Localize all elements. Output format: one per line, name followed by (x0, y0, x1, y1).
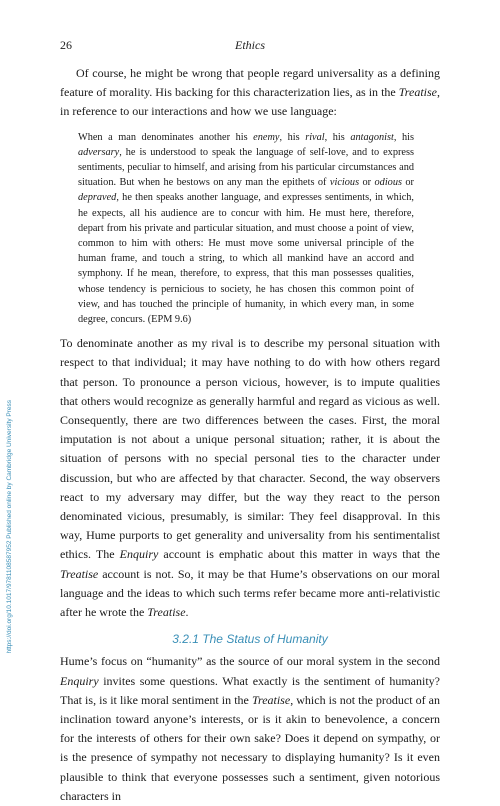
italic-term: odious (374, 177, 402, 189)
text-run: , his (324, 131, 351, 143)
text-run: or (359, 177, 375, 189)
text-run: Hume’s focus on “humanity” as the source of our moral system in the second (60, 654, 440, 669)
text-run: To denominate another as my rival is to describe my personal situation with respect to that individual; it may have nothing to do with how others regard that person. To pronounce a person vicious, however, is to impute qualities that others would recognize as generally harmful and regard as vicious as well. Consequently, there are two differences between the cases. First, the moral imputation is not about a unique personal situation; rather, it is about the situation of persons with no special personal ties to the character under discussion, but who are affected by that character. Second, the way observers react to my adversary may differ, but the way they react to the person denominated vicious, presumably, is similar: They feel disapproval. In this way, Hume purports to get generality and universality from his sentimentalist ethics. The (60, 336, 440, 562)
italic-term: depraved (78, 192, 117, 204)
italic-term: enemy (253, 131, 280, 143)
section-heading: 3.2.1 The Status of Humanity (172, 632, 328, 647)
italic-title: Treatise (147, 605, 186, 620)
italic-term: adversary (78, 146, 120, 158)
italic-title: Treatise (398, 85, 437, 100)
text-run: invites some questions. What exactly is the sentiment of humanity? That is, is it like moral sentiment in the (60, 673, 440, 707)
italic-term: rival (305, 131, 325, 143)
doi-sidebar (0, 400, 12, 760)
italic-term: antagonist (350, 131, 394, 143)
text-run: When a man denominates another his (78, 131, 254, 143)
italic-title: Treatise (60, 566, 99, 581)
page-number: 26 (60, 38, 72, 52)
paragraph-1 (60, 64, 440, 122)
italic-title: Enquiry (60, 673, 99, 688)
text-run: , he is understood to speak the language of self-love, and to express sentiments, peculiar to himself, and arising from his particular circumstances and situation. But when he bestows on any man the epithets of (78, 146, 414, 189)
text-run: account is not. So, it may be that Hume’s observations on our moral language and the ideas to which such terms refer became more anti-relativistic after he wrote the (60, 566, 440, 620)
page-body (60, 64, 440, 806)
text-run: , he then speaks another language, and expresses sentiments, in which, he expects, all his audience are to concur with him. He must here, therefore, depart from his private and particular situation, and must choose a point of view, common to him with others: He must move some universal principle of the human frame, and touch a string, to which all mankind have an accord and symphony. If he mean, therefore, to express, that this man possesses qualities, whose tendency is pernicious to society, he has chosen this common point of view, and has touched the principle of humanity, in which every man, in some degree, concurs. (EPM 9.6) (78, 192, 414, 326)
paragraph-2 (60, 334, 440, 622)
text-run: Of course, he might be wrong that people regard universality as a defining feature of morality. His backing for this characterization lies, as in the (60, 66, 440, 100)
text-run: , his (393, 131, 414, 143)
doi-link[interactable]: https://doi.org/10.1017/9781108587952 Published online by Cambridge University Press (6, 400, 13, 654)
paragraph-3 (60, 652, 440, 806)
text-run: , in reference to our interactions and how we use language: (60, 85, 440, 119)
italic-title: Enquiry (119, 547, 159, 562)
running-title: Ethics (235, 38, 265, 52)
italic-title: Treatise (251, 692, 291, 707)
text-run: , his (279, 131, 306, 143)
text-run: or (401, 177, 414, 189)
running-header (60, 38, 440, 54)
text-run: . (185, 605, 189, 620)
text-run: account is emphatic about this matter in ways that the (158, 547, 440, 562)
italic-term: vicious (329, 177, 360, 189)
text-run: , which is not the product of an inclination toward anyone’s interests, or is it akin to benevolence, a concern for the interests of others for their own sake? Does it depend on sympathy, or is the presence of sympathy not necessary to displaying humanity? Is it even plausible to think that everyone possesses such a sentiment, given notorious characters in (60, 692, 440, 803)
block-quote (78, 130, 414, 328)
